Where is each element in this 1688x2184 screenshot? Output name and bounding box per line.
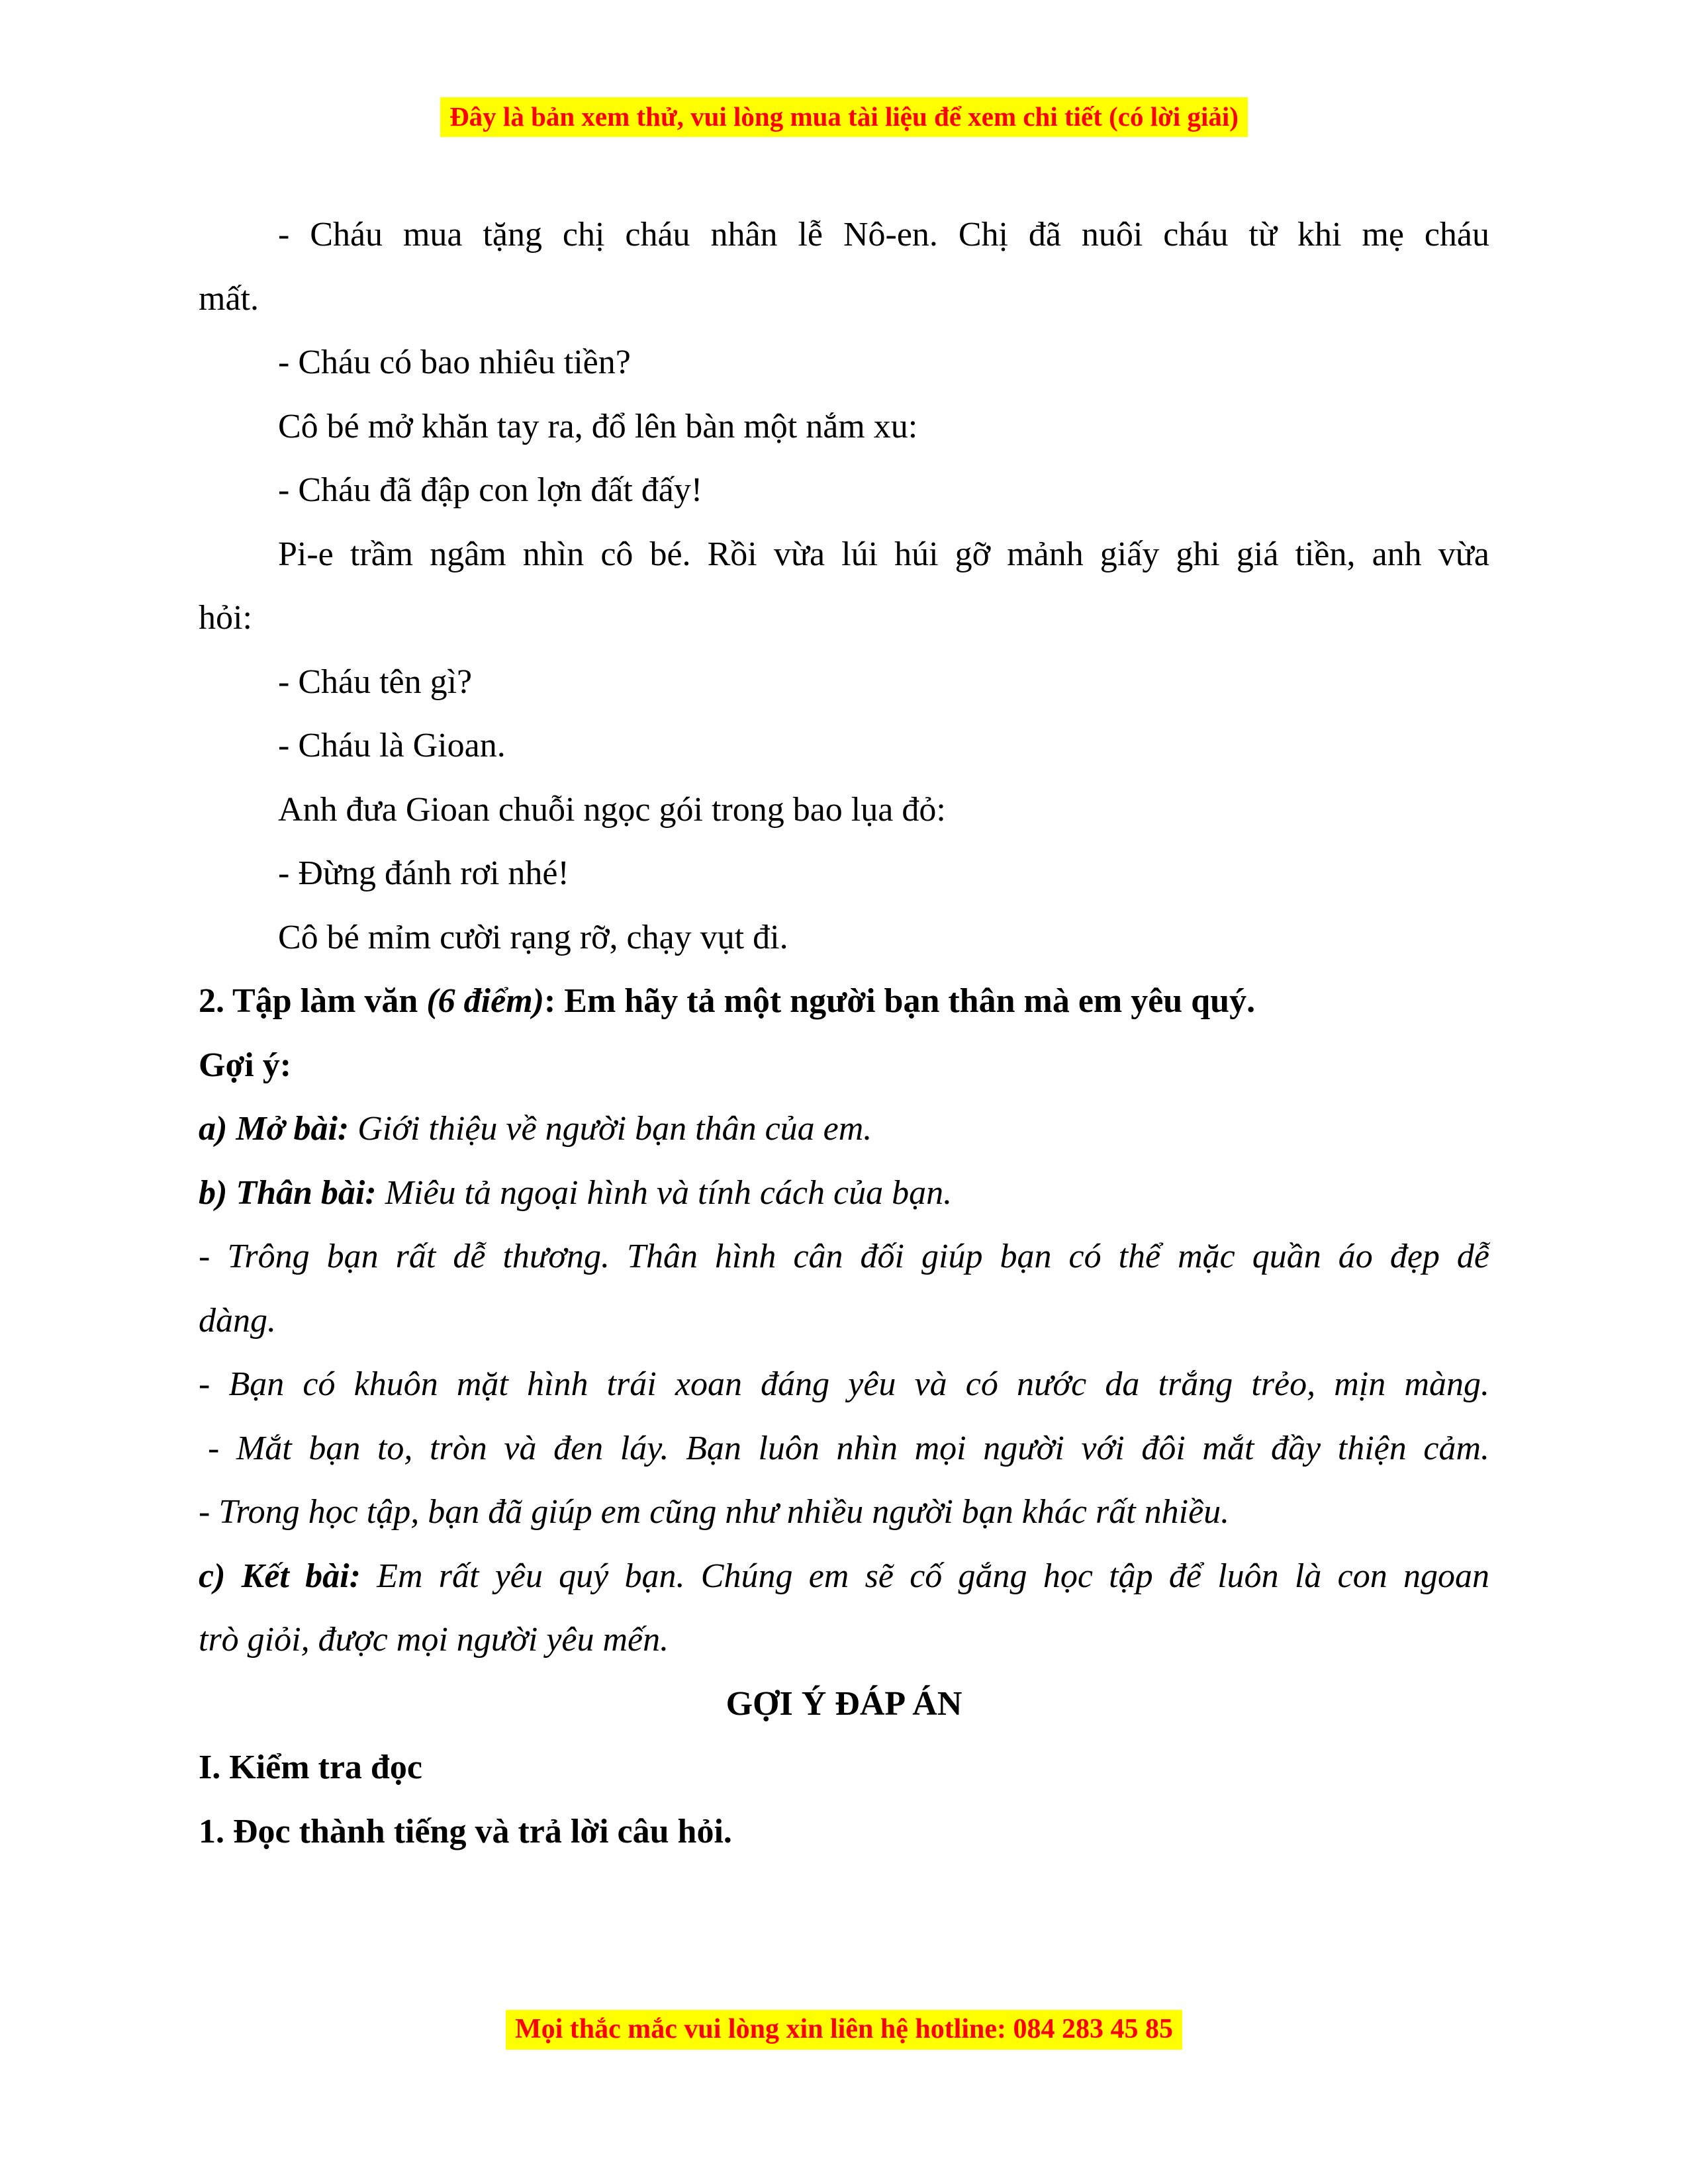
hotline-text: Mọi thắc mắc vui lòng xin liên hệ hotline: 084 283 45 85: [506, 2010, 1182, 2050]
text-line: [199, 1289, 1489, 1353]
text-segment: 2. Tập làm văn: [199, 982, 427, 1020]
text-segment: - Trong học tập, bạn đã giúp em cũng như nhiều người bạn khác rất nhiều.: [199, 1493, 1230, 1531]
text-segment: b) Thân bài:: [199, 1173, 385, 1212]
text-line: [199, 1480, 1489, 1545]
hotline-banner: [0, 2010, 1688, 2050]
text-line: [199, 1034, 1489, 1098]
text-line: [199, 906, 1489, 970]
text-line: [199, 651, 1489, 715]
text-segment: Em rất yêu quý bạn. Chúng em sẽ cố gắng học tập để luôn là con ngoan: [377, 1557, 1489, 1595]
text-segment: - Cháu là Gioan.: [278, 727, 506, 764]
text-segment: Cô bé mở khăn tay ra, đổ lên bàn một nắm xu:: [278, 407, 918, 445]
text-line: [199, 1736, 1489, 1800]
text-segment: - Cháu có bao nhiêu tiền?: [278, 343, 631, 381]
text-line: [199, 586, 1489, 651]
text-segment: Pi-e trầm ngâm nhìn cô bé. Rồi vừa lúi húi gỡ mảnh giấy ghi giá tiền, anh vừa: [278, 535, 1489, 573]
text-segment: GỢI Ý ĐÁP ÁN: [726, 1684, 962, 1723]
text-segment: mất.: [199, 279, 259, 318]
text-segment: - Cháu đã đập con lợn đất đấy!: [278, 471, 703, 509]
text-segment: Cô bé mỉm cười rạng rỡ, chạy vụt đi.: [278, 918, 788, 956]
text-segment: - Mắt bạn to, tròn và đen láy. Bạn luôn nhìn mọi người với đôi mắt đầy thiện cảm.: [208, 1429, 1489, 1467]
preview-notice-banner: [0, 97, 1688, 137]
text-segment: Giới thiệu về người bạn thân của em.: [357, 1110, 872, 1148]
text-line: [199, 1353, 1489, 1417]
text-line: [199, 1545, 1489, 1609]
text-segment: 1. Đọc thành tiếng và trả lời câu hỏi.: [199, 1812, 732, 1850]
text-line: [199, 203, 1489, 267]
text-line: [199, 331, 1489, 395]
text-line: [199, 778, 1489, 842]
preview-notice-text: Đây là bản xem thử, vui lòng mua tài liệu để xem chi tiết (có lời giải): [440, 97, 1248, 137]
text-segment: Anh đưa Gioan chuỗi ngọc gói trong bao lụa đỏ:: [278, 790, 946, 829]
text-line: [199, 970, 1489, 1034]
text-segment: I. Kiểm tra đọc: [199, 1749, 422, 1786]
text-line: [199, 1161, 1489, 1226]
text-segment: - Đừng đánh rơi nhé!: [278, 854, 569, 892]
text-segment: - Cháu tên gì?: [278, 662, 473, 701]
text-segment: Gợi ý:: [199, 1046, 292, 1084]
text-segment: c) Kết bài:: [199, 1557, 377, 1595]
text-segment: - Bạn có khuôn mặt hình trái xoan đáng yêu và có nước da trắng trẻo, mịn màng.: [199, 1365, 1489, 1403]
text-segment: : Em hãy tả một người bạn thân mà em yêu quý.: [543, 982, 1256, 1020]
text-segment: Miêu tả ngoại hình và tính cách của bạn.: [385, 1173, 953, 1212]
text-line: [199, 1800, 1489, 1864]
text-segment: a) Mở bài:: [199, 1110, 358, 1148]
text-segment: (6 điểm): [426, 982, 544, 1020]
text-line: [199, 459, 1489, 523]
text-line: [199, 523, 1489, 587]
text-line: [199, 267, 1489, 332]
text-segment: dàng.: [199, 1301, 276, 1340]
text-line: [199, 1097, 1489, 1161]
text-segment: hỏi:: [199, 599, 252, 637]
text-line: [199, 1225, 1489, 1289]
text-line: [199, 1417, 1489, 1481]
text-line: [199, 1672, 1489, 1737]
text-line: [199, 842, 1489, 906]
text-segment: trò giỏi, được mọi người yêu mến.: [199, 1621, 669, 1659]
text-line: [199, 395, 1489, 459]
text-segment: - Cháu mua tặng chị cháu nhân lễ Nô-en. Chị đã nuôi cháu từ khi mẹ cháu: [278, 216, 1489, 253]
text-segment: - Trông bạn rất dễ thương. Thân hình cân đối giúp bạn có thể mặc quần áo đẹp dễ: [199, 1238, 1489, 1275]
document-body: [199, 203, 1489, 1864]
text-line: [199, 714, 1489, 778]
text-line: [199, 1608, 1489, 1672]
